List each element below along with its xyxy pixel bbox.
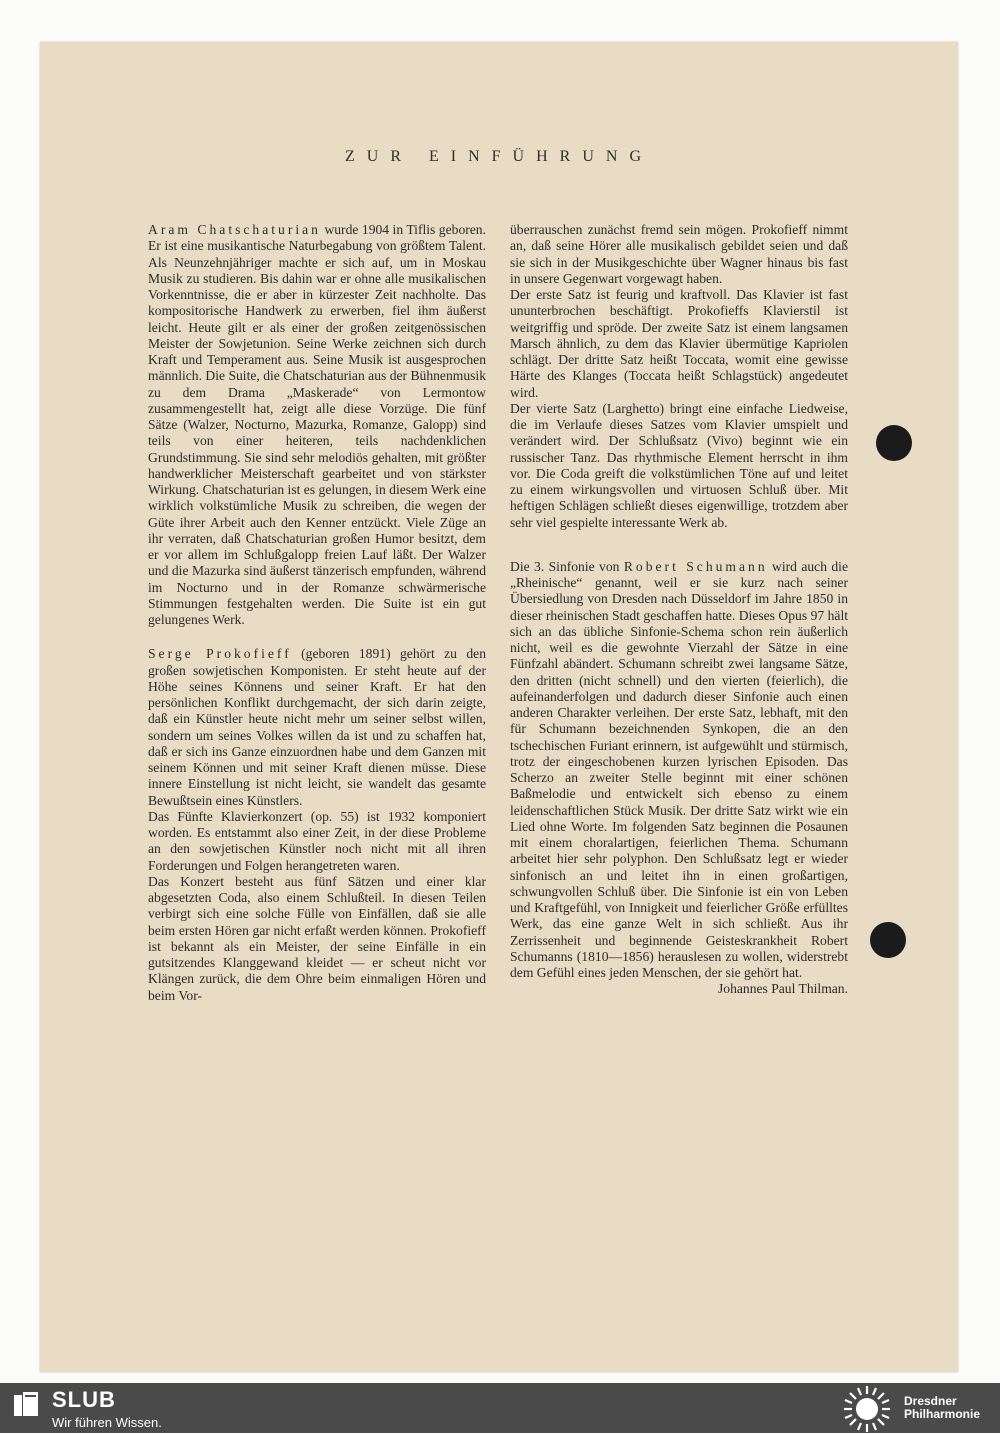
composer-name: Aram Chatschaturian <box>148 222 321 237</box>
composer-name: Robert Schumann <box>623 558 768 574</box>
page-title: ZUR EINFÜHRUNG <box>345 148 653 165</box>
left-text-column <box>148 222 486 1004</box>
paragraph-prokofieff: Serge Prokofieff (geboren 1891) gehört zu den großen sowjetischen Komponisten. Er steht heute auf der Höhe seines Könnens und seiner Kraft. Er hat den persönlichen Konflikt durchgemacht, der sich darin zeigte, daß ein Künstler heute nicht mehr um seiner selbst willen, sondern um seines Volkes willen da ist und zu schaffen hat, daß er sich ins Ganze einzuordnen habe und dem Ganzen mit seinem Können und mit seiner Kraft dienen müsse. Diese innere Einstellung ist nicht leicht, sie wandelt das gesamte Bewußtsein eines Künstlers. <box>148 646 487 808</box>
slub-logo-icon <box>14 1392 38 1416</box>
paragraph-erster-satz: Der erste Satz ist feurig und kraftvoll. Das Klavier ist fast ununterbrochen beschäftigt. Prokofieffs Klavierstil ist weitgriffig und spröde. Der zweite Satz ist einem langsamen Marsch ähnlich, zu dem das Klavier übermütige Kapriolen schlägt. Der dritte Satz heißt Toccata, womit eine gewisse Härte des Klanges (Toccata heißt Schlagstück) angedeutet wird. <box>510 287 848 400</box>
paragraph-continuation: überrauschen zunächst fremd sein mögen. Prokofieff nimmt an, daß seine Hörer alle musikalisch gebildet seien und daß sie sich in der Musikgeschichte über Wagner hinaus bis fast in unsere Gegenwart vorgewagt haben. <box>510 222 848 286</box>
right-text-column <box>510 222 848 998</box>
paragraph-klavierkonzert: Das Fünfte Klavierkonzert (op. 55) ist 1932 komponiert worden. Es entstammt also einer Zeit, in der diese Probleme an den sowjetischen Künstler noch nicht mit all ihren Forderungen und Folgen herangetreten waren. <box>148 808 486 873</box>
paragraph-schumann: Die 3. Sinfonie von Robert Schumann wird auch die „Rheinische“ genannt, weil er sie kurz nach seiner Übersiedlung von Dresden nach Düsseldorf im Jahre 1850 in dieser rheinischen Stadt geschaffen hatte. Dieses Opus 97 hält sich an das übliche Sinfonie-Schema schon rein äußerlich nicht, weil es die gewohnte Vierzahl der Sätze in eine Fünfzahl abändert. Schumann schreibt zwei langsame Sätze, den dritten (nicht schnell) und den vierten (feierlich), die aufeinanderfolgen und dadurch dieser Sinfonie auch einen anderen Charakter verleihen. Der erste Satz, lebhaft, mit den für Schumann bezeichnenden Synkopen, die an den tschechischen Furiant erinnern, ist aufgewühlt und stürmisch, trotz der eingeschobenen kurzen lyrischen Episoden. Das Scherzo an zweiter Stelle beginnt mit einer schönen Baßmelodie und entwickelt sich ebenso zu einem leidenschaftlichen Stück Musik. Der dritte Satz wirkt wie ein Lied ohne Worte. Im folgenden Satz beginnen die Posaunen mit einem choralartigen, feierlichen Thema. Schumann arbeitet hier sehr polyphon. Den Schlußsatz legt er wieder sinfonisch an und leitet ihn in einen großartigen, schwungvollen Schluß über. Die Sinfonie ist ein von Leben und Kraftgefühl, von Innigkeit und feierlicher Größe erfülltes Werk, das eine ganze Welt in sich schließt. Aus ihr Zerrissenheit und beginnende Geisteskrankheit Robert Schumanns (1810—1856) herauslesen zu wollen, widerstrebt dem Gefühl eines jeden Menschen, der sie gehört hat. <box>510 558 848 980</box>
paragraph-vierter-satz: Der vierte Satz (Larghetto) bringt eine einfache Liedweise, die im Verlaufe dieses Satzes vom Klavier umspielt und verändert wird. Der Schlußsatz (Vivo) beginnt wie ein russischer Tanz. Das rhythmische Element herrscht in ihm vor. Die Coda greift die volkstümlichen Töne auf und leitet zu einem wirkungsvollen und virtuosen Schluß über. Mit heftigen Schlägen schließt dieses eigenwillige, trotzdem aber sehr viel gespielte interessante Werk ab. <box>510 400 848 530</box>
partner-name: Dresdner Philharmonie <box>904 1394 981 1421</box>
philharmonie-logo-icon <box>840 1384 894 1434</box>
footer-bar <box>0 1383 1000 1433</box>
paragraph-chatschaturian: Aram Chatschaturian wurde 1904 in Tiflis geboren. Er ist eine musikantische Naturbegabung von größtem Talent. Als Neunzehnjähriger machte er sich auf, um in Moskau Musik zu studieren. Bis dahin war er ohne alle musikalischen Vorkenntnisse, die er aber in kürzester Zeit nachholte. Das kompositorische Handwerk zu erwerben, fiel ihm äußerst leicht. Heute gilt er als einer der großen zeitgenössischen Meister der Sowjetunion. Seine Werke zeichnen sich durch Kraft und Temperament aus. Seine Musik ist ausgesprochen männlich. Die Suite, die Chatschaturian aus der Bühnenmusik zu dem Drama „Maskerade“ von Lermontow zusammengestellt hat, zeigt alle diese Vorzüge. Die fünf Sätze (Walzer, Nocturno, Mazurka, Romanze, Galopp) sind teils von einer heiteren, teils nachdenklichen Grundstimmung. Sie sind sehr melodiös gehalten, mit größter handwerklicher Meisterschaft gearbeitet und von stärkster Wirkung. Chatschaturian ist es gelungen, in diesem Werk eine wirklich volkstümliche Musik zu schreiben, die wegen der Güte ihrer Arbeit auch den Kenner entzückt. Viele Züge an ihr verraten, daß Chatschaturian großen Humor besitzt, dem er vor allem im Schlußgalopp freien Lauf läßt. Der Walzer und die Mazurka sind äußerst tänzerisch empfunden, während im Nocturno und in der Romanze schwärmerische Stimmungen festgehalten werden. Die Suite ist ein gut gelungenes Werk. <box>148 222 486 627</box>
document-page <box>40 42 958 1372</box>
composer-name: Serge Prokofieff <box>148 646 292 662</box>
author-signature: Johannes Paul Thilman. <box>717 981 848 997</box>
paragraph-konzert-saetze: Das Konzert besteht aus fünf Sätzen und einer klar abgesetzten Coda, also einem Schlußteil. In diesen Teilen verbirgt sich eine solche Fülle von Einfällen, daß sie alle beim ersten Hören gar nicht erfaßt werden können. Prokofieff ist bekannt als ein Meister, der seine Einfälle in ein gutsitzendes Klanggewand kleidet — er scheut nicht vor Klängen zurück, die dem Ohre beim einmaligen Hören und beim Vor- <box>148 873 486 1003</box>
library-tagline: Wir führen Wissen. <box>52 1415 162 1430</box>
punch-hole <box>876 425 912 461</box>
punch-hole <box>870 922 906 958</box>
library-name: SLUB <box>52 1387 116 1412</box>
